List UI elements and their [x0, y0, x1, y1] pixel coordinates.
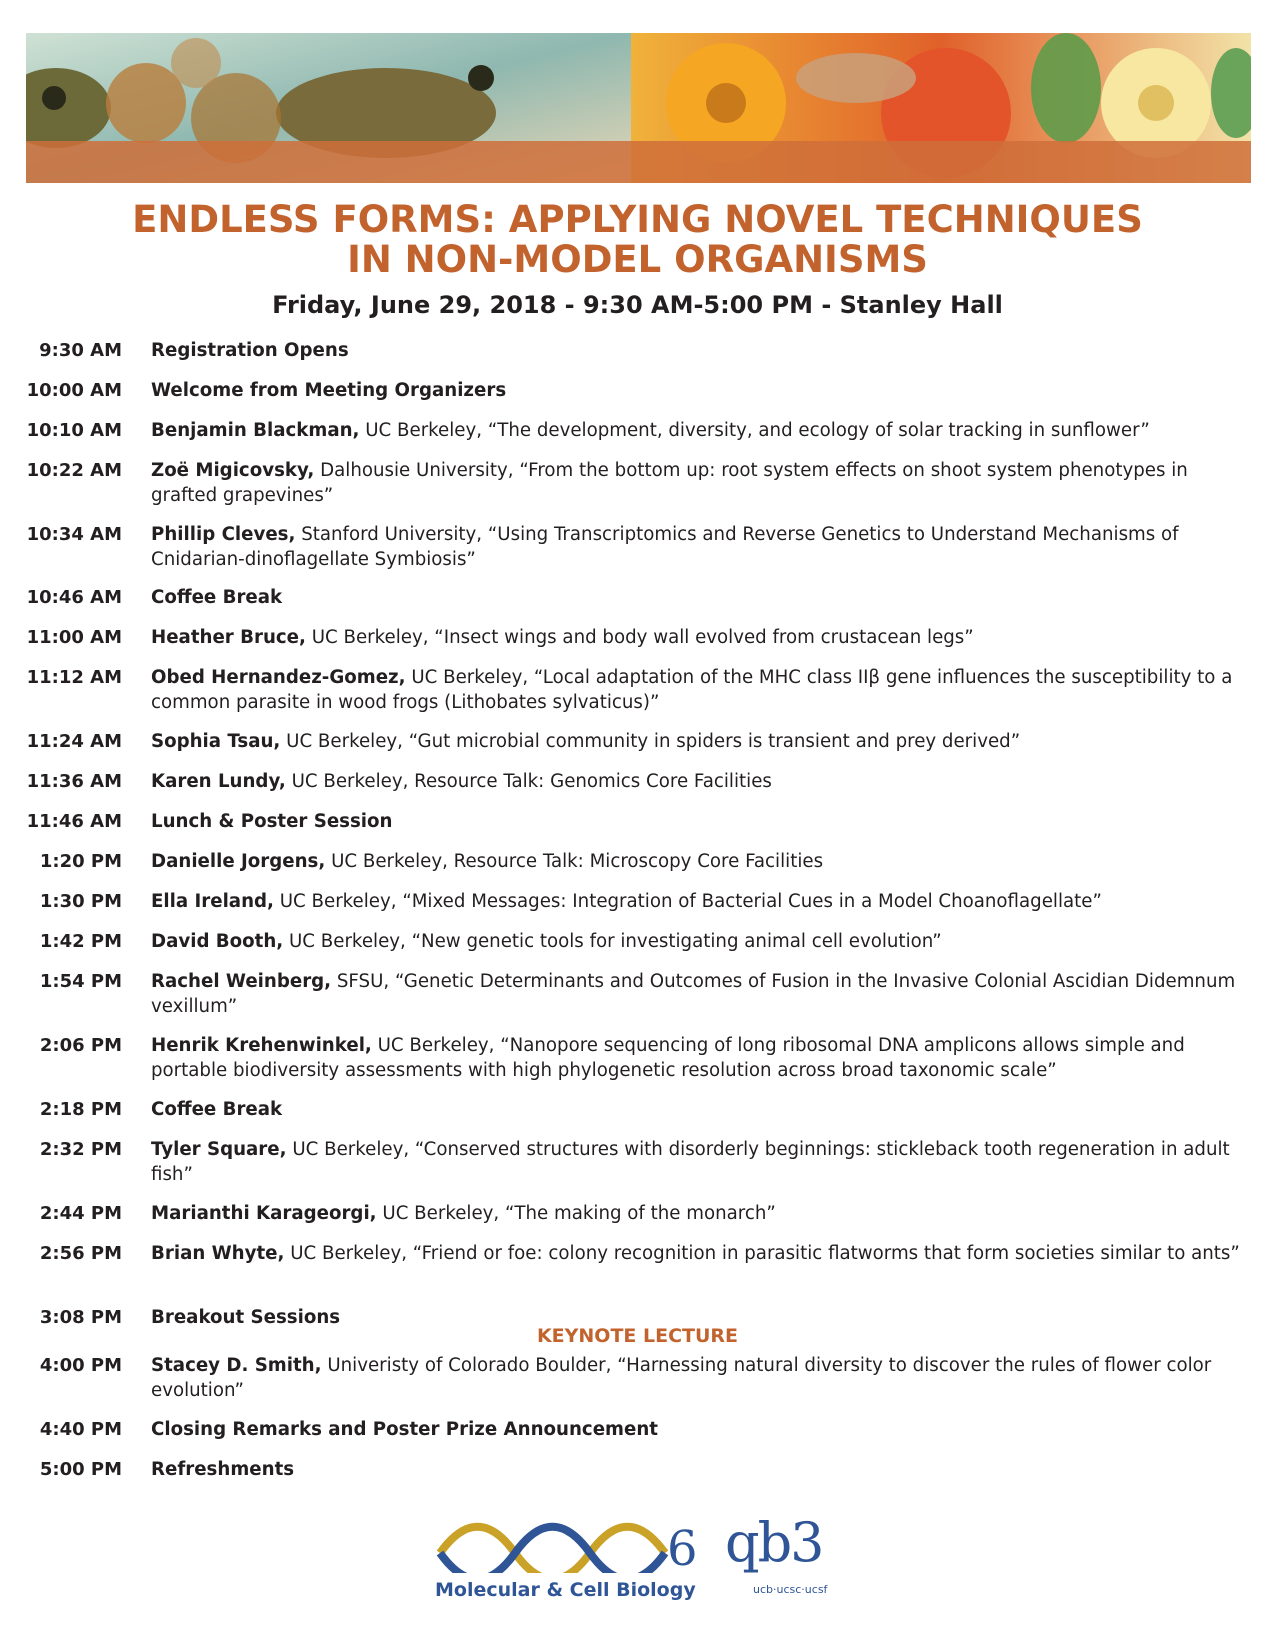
schedule-time: 1:20 PM [39, 851, 122, 872]
schedule-time: 11:46 AM [26, 811, 122, 832]
schedule-time: 1:54 PM [39, 971, 122, 992]
speaker-name: Coffee Break [151, 587, 283, 608]
title-line-2: IN NON-MODEL ORGANISMS [347, 238, 928, 281]
schedule-entry [151, 1137, 1246, 1187]
speaker-name: Marianthi Karageorgi, [151, 1203, 377, 1224]
speaker-name: Rachel Weinberg, [151, 971, 332, 992]
schedule-entry [151, 625, 1246, 650]
schedule-entry [151, 929, 1246, 954]
schedule-entry [151, 1353, 1246, 1403]
schedule-entry [151, 1241, 1246, 1266]
schedule-time: 10:46 AM [26, 587, 122, 608]
schedule-time: 2:56 PM [39, 1243, 122, 1264]
schedule-entry [151, 522, 1246, 572]
schedule-entry [151, 729, 1246, 754]
talk-detail: Stanford University, “Using Transcriptomics and Reverse Genetics to Understand Mechanisms of Cnidarian-dinoflagellate Symbiosis” [151, 524, 1179, 570]
schedule-time: 2:18 PM [39, 1099, 122, 1120]
speaker-name: Welcome from Meeting Organizers [151, 380, 507, 401]
qb3-logo-subtext: ucb·ucsc·ucsf [753, 1583, 828, 1596]
speaker-name: Karen Lundy, [151, 771, 286, 792]
speaker-name: Sophia Tsau, [151, 731, 281, 752]
speaker-name: Heather Bruce, [151, 627, 306, 648]
speaker-name: Brian Whyte, [151, 1243, 285, 1264]
schedule-entry [151, 809, 1246, 834]
speaker-name: David Booth, [151, 931, 284, 952]
speaker-name: Registration Opens [151, 340, 349, 361]
schedule-time: 11:36 AM [26, 771, 122, 792]
speaker-name: Breakout Sessions [151, 1307, 341, 1328]
schedule-time: 2:44 PM [39, 1203, 122, 1224]
schedule-time: 10:10 AM [26, 420, 122, 441]
schedule-entry [151, 1457, 1246, 1482]
speaker-name: Obed Hernandez-Gomez, [151, 667, 406, 688]
schedule-time: 9:30 AM [39, 340, 122, 361]
talk-detail: SFSU, “Genetic Determinants and Outcomes of Fusion in the Invasive Colonial Ascidian Didemnum vexillum” [151, 971, 1236, 1017]
mcb-dna-logo-graphic [435, 1513, 705, 1573]
schedule-time: 5:00 PM [39, 1459, 122, 1480]
schedule-entry [151, 969, 1246, 1019]
talk-detail: UC Berkeley, “Gut microbial community in spiders is transient and prey derived” [280, 731, 1021, 752]
schedule-time: 2:32 PM [39, 1139, 122, 1160]
schedule-entry [151, 585, 1246, 610]
schedule-entry [151, 458, 1246, 508]
schedule-entry [151, 338, 1246, 363]
keynote-heading: KEYNOTE LECTURE [536, 1325, 739, 1347]
schedule-entry [151, 849, 1246, 874]
event-date-location: Friday, June 29, 2018 - 9:30 AM-5:00 PM - Stanley Hall [272, 291, 1003, 319]
talk-detail: UC Berkeley, “New genetic tools for investigating animal cell evolution” [283, 931, 942, 952]
schedule-entry [151, 665, 1246, 715]
speaker-name: Tyler Square, [151, 1139, 287, 1160]
title-line-1: ENDLESS FORMS: APPLYING NOVEL TECHNIQUES [132, 198, 1143, 241]
schedule-time: 4:40 PM [39, 1419, 122, 1440]
speaker-name: Benjamin Blackman, [151, 420, 360, 441]
schedule-entry [151, 1201, 1246, 1226]
speaker-name: Stacey D. Smith, [151, 1355, 322, 1376]
schedule-time: 4:00 PM [39, 1355, 122, 1376]
schedule-entry [151, 1417, 1246, 1442]
schedule-time: 10:34 AM [26, 524, 122, 545]
schedule-time: 10:22 AM [26, 460, 122, 481]
svg-text:6: 6 [667, 1521, 698, 1573]
schedule-time: 2:06 PM [39, 1035, 122, 1056]
speaker-name: Closing Remarks and Poster Prize Announcement [151, 1419, 658, 1440]
speaker-name: Refreshments [151, 1459, 295, 1480]
qb3-logo-text: qb3 [725, 1511, 823, 1574]
talk-detail: UC Berkeley, “The development, diversity, and ecology of solar tracking in sunflower” [359, 420, 1150, 441]
schedule-time: 1:30 PM [39, 891, 122, 912]
schedule-time: 3:08 PM [39, 1307, 122, 1328]
talk-detail: UC Berkeley, “Local adaptation of the MHC class IIβ gene influences the susceptibility to a common parasite in wood frogs (Lithobates sylvaticus)” [151, 667, 1233, 713]
speaker-name: Zoë Migicovsky, [151, 460, 315, 481]
header-banner-image [26, 33, 1251, 183]
talk-detail: UC Berkeley, “Conserved structures with disorderly beginnings: stickleback tooth regeneration in adult fish” [151, 1139, 1230, 1185]
schedule-entry [151, 418, 1246, 443]
schedule-entry [151, 889, 1246, 914]
speaker-name: Coffee Break [151, 1099, 283, 1120]
speaker-name: Henrik Krehenwinkel, [151, 1035, 372, 1056]
speaker-name: Lunch & Poster Session [151, 811, 393, 832]
talk-detail: UC Berkeley, “The making of the monarch” [376, 1203, 776, 1224]
schedule-entry [151, 1033, 1246, 1083]
schedule-time: 1:42 PM [39, 931, 122, 952]
talk-detail: UC Berkeley, Resource Talk: Microscopy Core Facilities [325, 851, 824, 872]
schedule-entry [151, 378, 1246, 403]
mcb-logo-text: Molecular & Cell Biology [435, 1579, 696, 1601]
talk-detail: UC Berkeley, “Mixed Messages: Integration of Bacterial Cues in a Model Choanoflagellate” [273, 891, 1102, 912]
talk-detail: Dalhousie University, “From the bottom up: root system effects on shoot system phenotypes in grafted grapevines” [151, 460, 1188, 506]
schedule-time: 11:24 AM [26, 731, 122, 752]
talk-detail: UC Berkeley, “Insect wings and body wall evolved from crustacean legs” [305, 627, 974, 648]
speaker-name: Danielle Jorgens, [151, 851, 326, 872]
schedule-time: 11:00 AM [26, 627, 122, 648]
sponsor-logos [435, 1513, 855, 1623]
talk-detail: UC Berkeley, Resource Talk: Genomics Core Facilities [285, 771, 772, 792]
schedule-entry [151, 1097, 1246, 1122]
schedule-time: 10:00 AM [26, 380, 122, 401]
talk-detail: Univeristy of Colorado Boulder, “Harnessing natural diversity to discover the rules of flower color evolution” [151, 1355, 1212, 1401]
schedule-entry [151, 769, 1246, 794]
talk-detail: UC Berkeley, “Friend or foe: colony recognition in parasitic flatworms that form societies similar to ants” [284, 1243, 1240, 1264]
page-title [0, 200, 1275, 280]
speaker-name: Ella Ireland, [151, 891, 274, 912]
schedule-time: 11:12 AM [26, 667, 122, 688]
speaker-name: Phillip Cleves, [151, 524, 296, 545]
talk-detail: UC Berkeley, “Nanopore sequencing of long ribosomal DNA amplicons allows simple and portable biodiversity assessments with high phylogenetic resolution across broad taxonomic scale” [151, 1035, 1185, 1081]
